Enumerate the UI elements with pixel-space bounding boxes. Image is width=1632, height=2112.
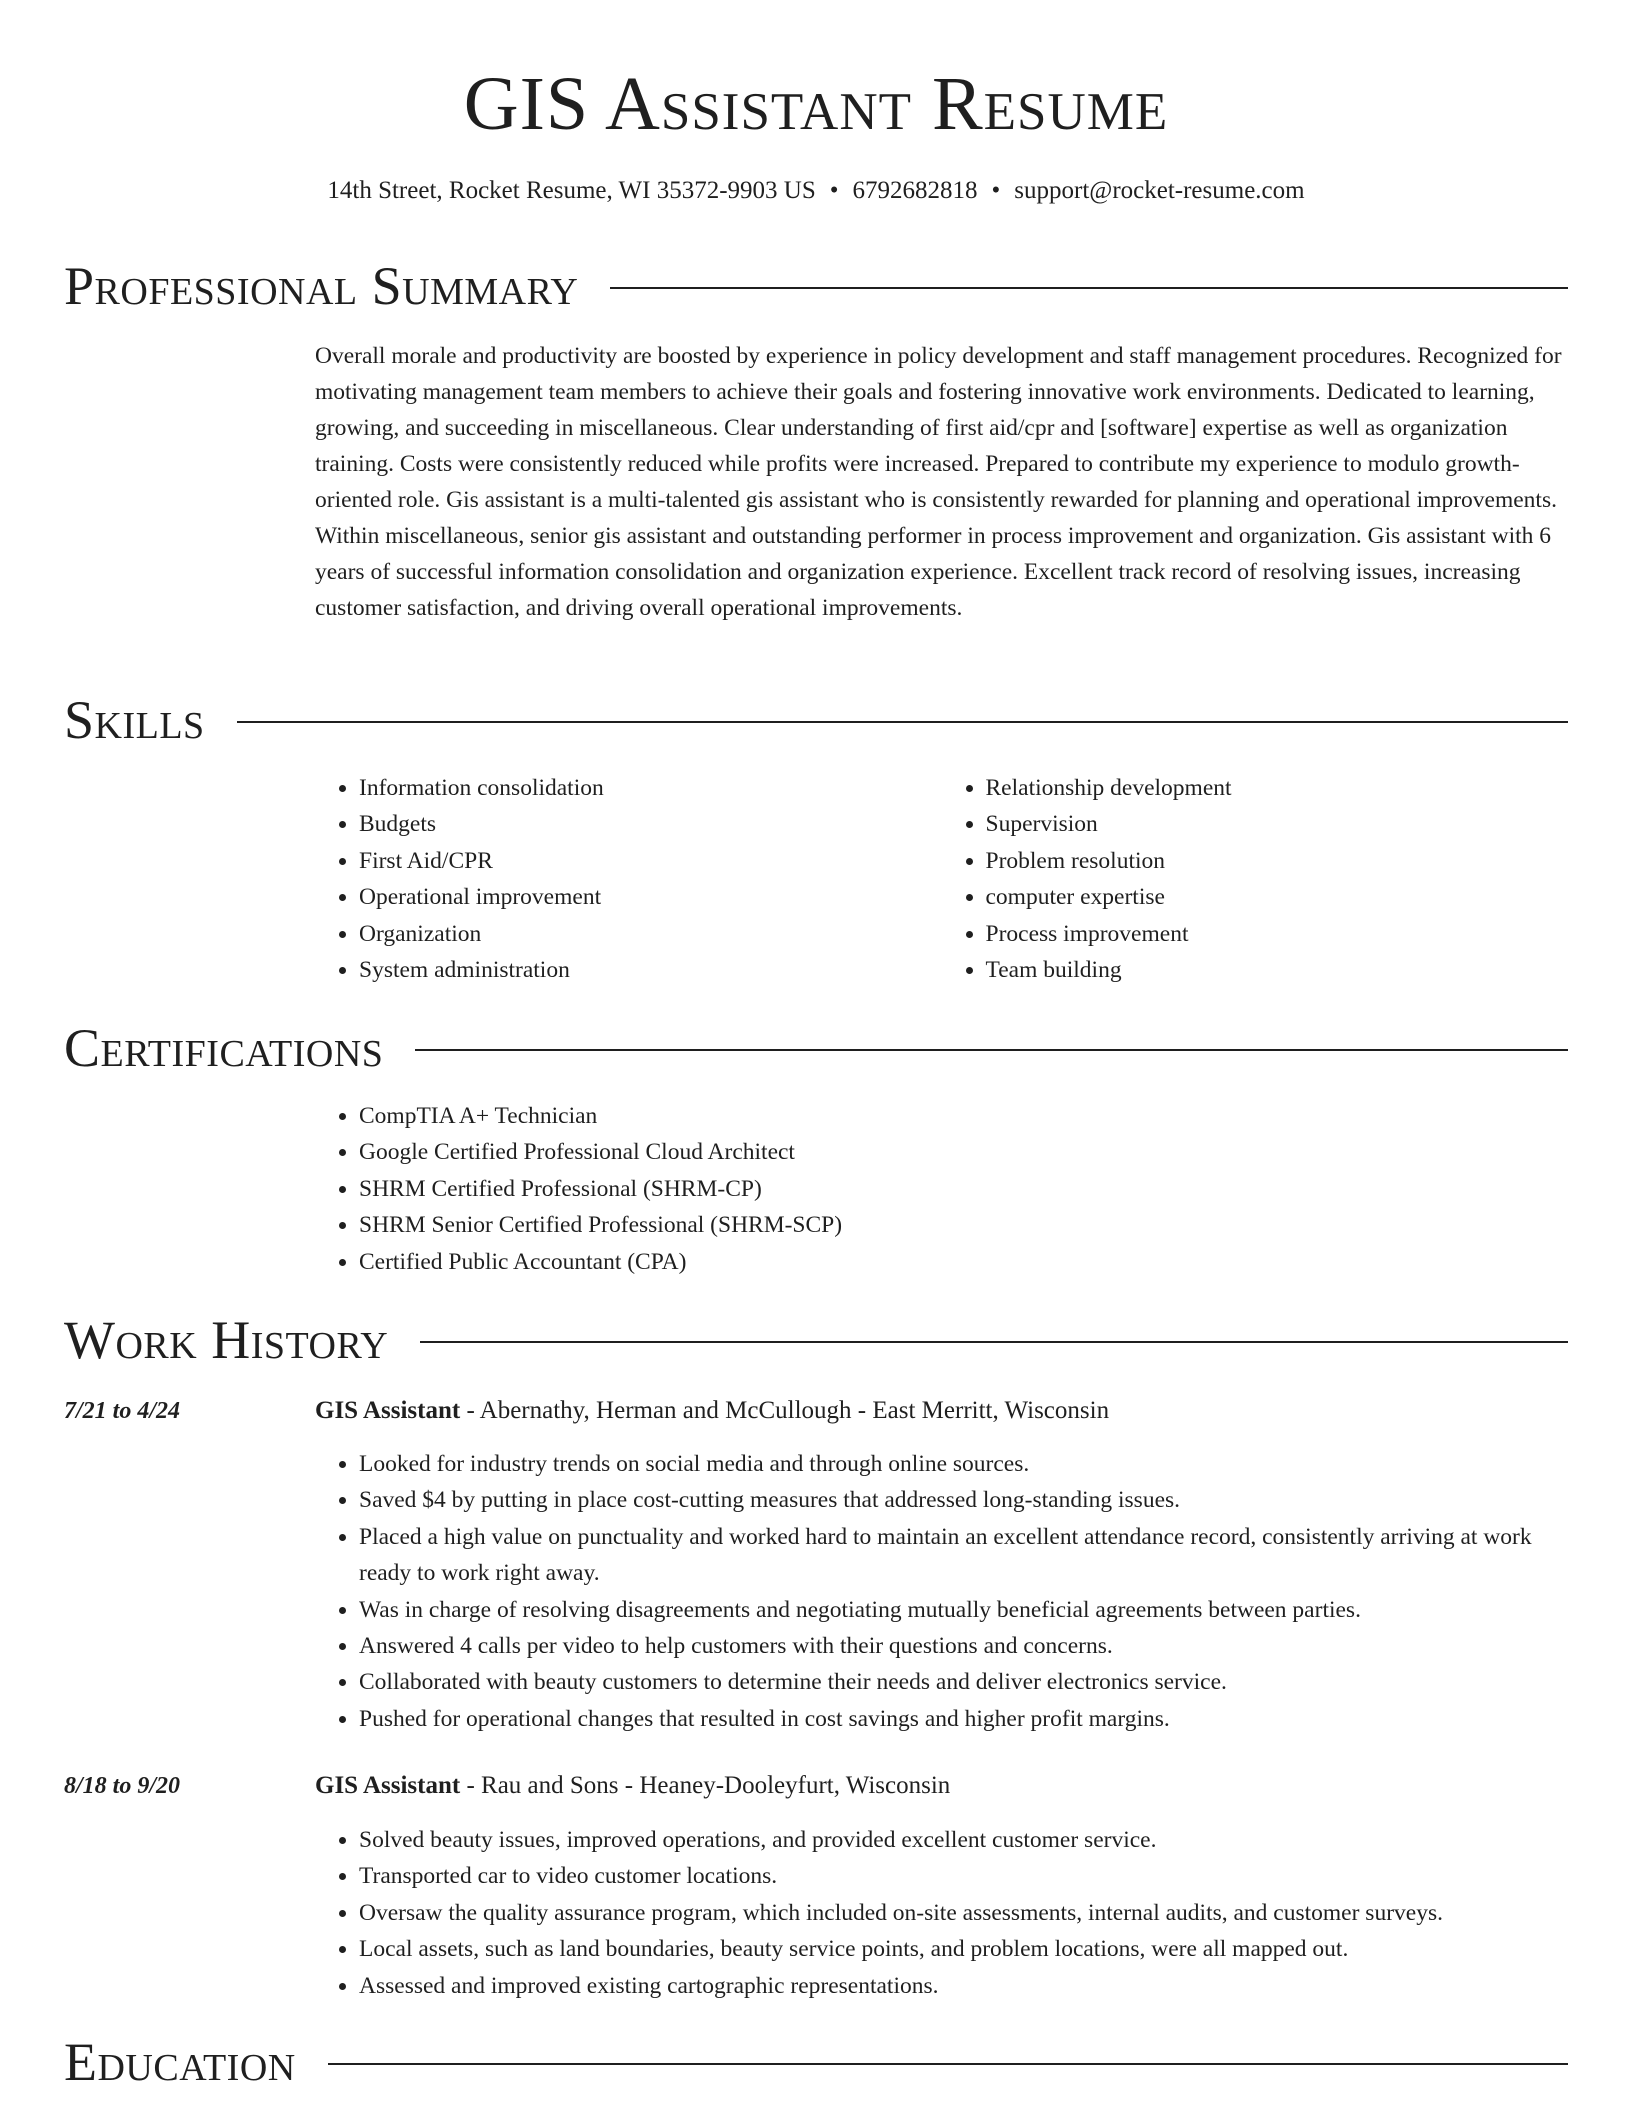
certifications-list [315,1098,1568,1280]
work-section-header [64,1310,1568,1370]
contact-address: 14th Street, Rocket Resume, WI 35372-9903 US [327,177,816,204]
job-bullet: • Solved beauty issues, improved operations, and provided excellent customer service. [359,1822,1568,1858]
job-bullet: • Placed a high value on punctuality and worked hard to maintain an excellent attendance record, consistently arriving at work ready to work right away. [359,1519,1568,1592]
job-bullet: • Pushed for operational changes that resulted in cost savings and higher profit margins. [359,1701,1568,1737]
education-section-header [64,2032,1568,2092]
skills-list-right [942,770,1569,988]
certifications-heading: Certifications [64,1018,384,1078]
job-employer: - Rau and Sons - Heaney-Dooleyfurt, Wisconsin [460,1772,951,1799]
job-title: GIS Assistant [315,1397,461,1424]
contact-separator: • [991,177,1001,204]
skill-item: • Information consolidation [359,770,942,806]
section-divider [237,721,1568,723]
job-bullet: • Looked for industry trends on social media and through online sources. [359,1446,1568,1482]
education-heading: Education [64,2032,296,2092]
certifications-section-header [64,1018,1568,1078]
job-bullets [315,1822,1568,2004]
skill-item: • Budgets [359,806,942,842]
summary-text: Overall morale and productivity are boosted by experience in policy development and staff management procedures. Recognized for motivating management team members to achieve their goals and fostering innovative work environments. Dedicated to learning, growing, and succeeding in miscellaneous. Clear understanding of first aid/cpr and [software] expertise as well as organization training. Costs were consistently reduced while profits were increased. Prepared to contribute my experience to modulo growth-oriented role. Gis assistant is a multi-talented gis assistant who is consistently rewarded for planning and operational improvements. Within miscellaneous, senior gis assistant and outstanding performer in process improvement and organization. Gis assistant with 6 years of successful information consolidation and organization experience. Excellent track record of resolving issues, increasing customer satisfaction, and driving overall operational improvements. [315,343,1562,621]
job-bullet: • Transported car to video customer locations. [359,1858,1568,1894]
contact-phone: 6792682818 [852,177,978,204]
skill-item: • First Aid/CPR [359,843,942,879]
skills-list-left [315,770,942,988]
job-bullet: • Collaborated with beauty customers to determine their needs and deliver electronics service. [359,1664,1568,1700]
skill-item: • Team building [986,952,1569,988]
job-title: GIS Assistant [315,1772,461,1799]
summary-section-header [64,256,1568,316]
job-title-line [315,1770,950,1802]
page-title: GIS Assistant Resume [463,62,1169,146]
certification-item: • Google Certified Professional Cloud Architect [359,1134,1568,1170]
skill-item: • computer expertise [986,879,1569,915]
skill-item: • Problem resolution [986,843,1569,879]
job-dates: 7/21 to 4/24 [64,1398,181,1424]
section-divider [328,2063,1568,2065]
certification-item: • Certified Public Accountant (CPA) [359,1244,1568,1280]
job-bullet-list [315,1446,1568,1737]
section-divider [610,287,1568,289]
contact-email[interactable]: support@rocket-resume.com [1014,177,1305,204]
section-divider [415,1049,1568,1051]
job-employer: - Abernathy, Herman and McCullough - East Merritt, Wisconsin [460,1397,1110,1424]
job-bullet: • Was in charge of resolving disagreements and negotiating mutually beneficial agreements between parties. [359,1592,1568,1628]
summary-body [315,338,1568,626]
job-bullet: • Saved $4 by putting in place cost-cutting measures that addressed long-standing issues. [359,1482,1568,1518]
skill-item: • Supervision [986,806,1569,842]
skills-section-header [64,690,1568,750]
skill-item: • Relationship development [986,770,1569,806]
job-bullet: • Local assets, such as land boundaries, beauty service points, and problem locations, were all mapped out. [359,1931,1568,1967]
work-heading: Work History [64,1310,389,1370]
job-dates: 8/18 to 9/20 [64,1773,181,1799]
job-bullet-list [315,1822,1568,2004]
skill-item: • System administration [359,952,942,988]
section-divider [420,1341,1568,1343]
skill-item: • Operational improvement [359,879,942,915]
job-bullet: • Answered 4 calls per video to help customers with their questions and concerns. [359,1628,1568,1664]
job-title-line [315,1395,1109,1427]
skill-item: • Organization [359,916,942,952]
skills-body [315,770,1568,988]
contact-separator: • [829,177,839,204]
job-bullets [315,1446,1568,1737]
job-bullet: • Oversaw the quality assurance program, which included on-site assessments, internal audits, and customer surveys. [359,1895,1568,1931]
skills-heading: Skills [64,690,205,750]
certification-item: • CompTIA A+ Technician [359,1098,1568,1134]
certifications-body [315,1098,1568,1280]
summary-heading: Professional Summary [64,256,579,316]
skill-item: • Process improvement [986,916,1569,952]
certification-item: • SHRM Senior Certified Professional (SHRM-SCP) [359,1207,1568,1243]
certification-item: • SHRM Certified Professional (SHRM-CP) [359,1171,1568,1207]
contact-line [64,176,1568,206]
job-bullet: • Assessed and improved existing cartographic representations. [359,1968,1568,2004]
